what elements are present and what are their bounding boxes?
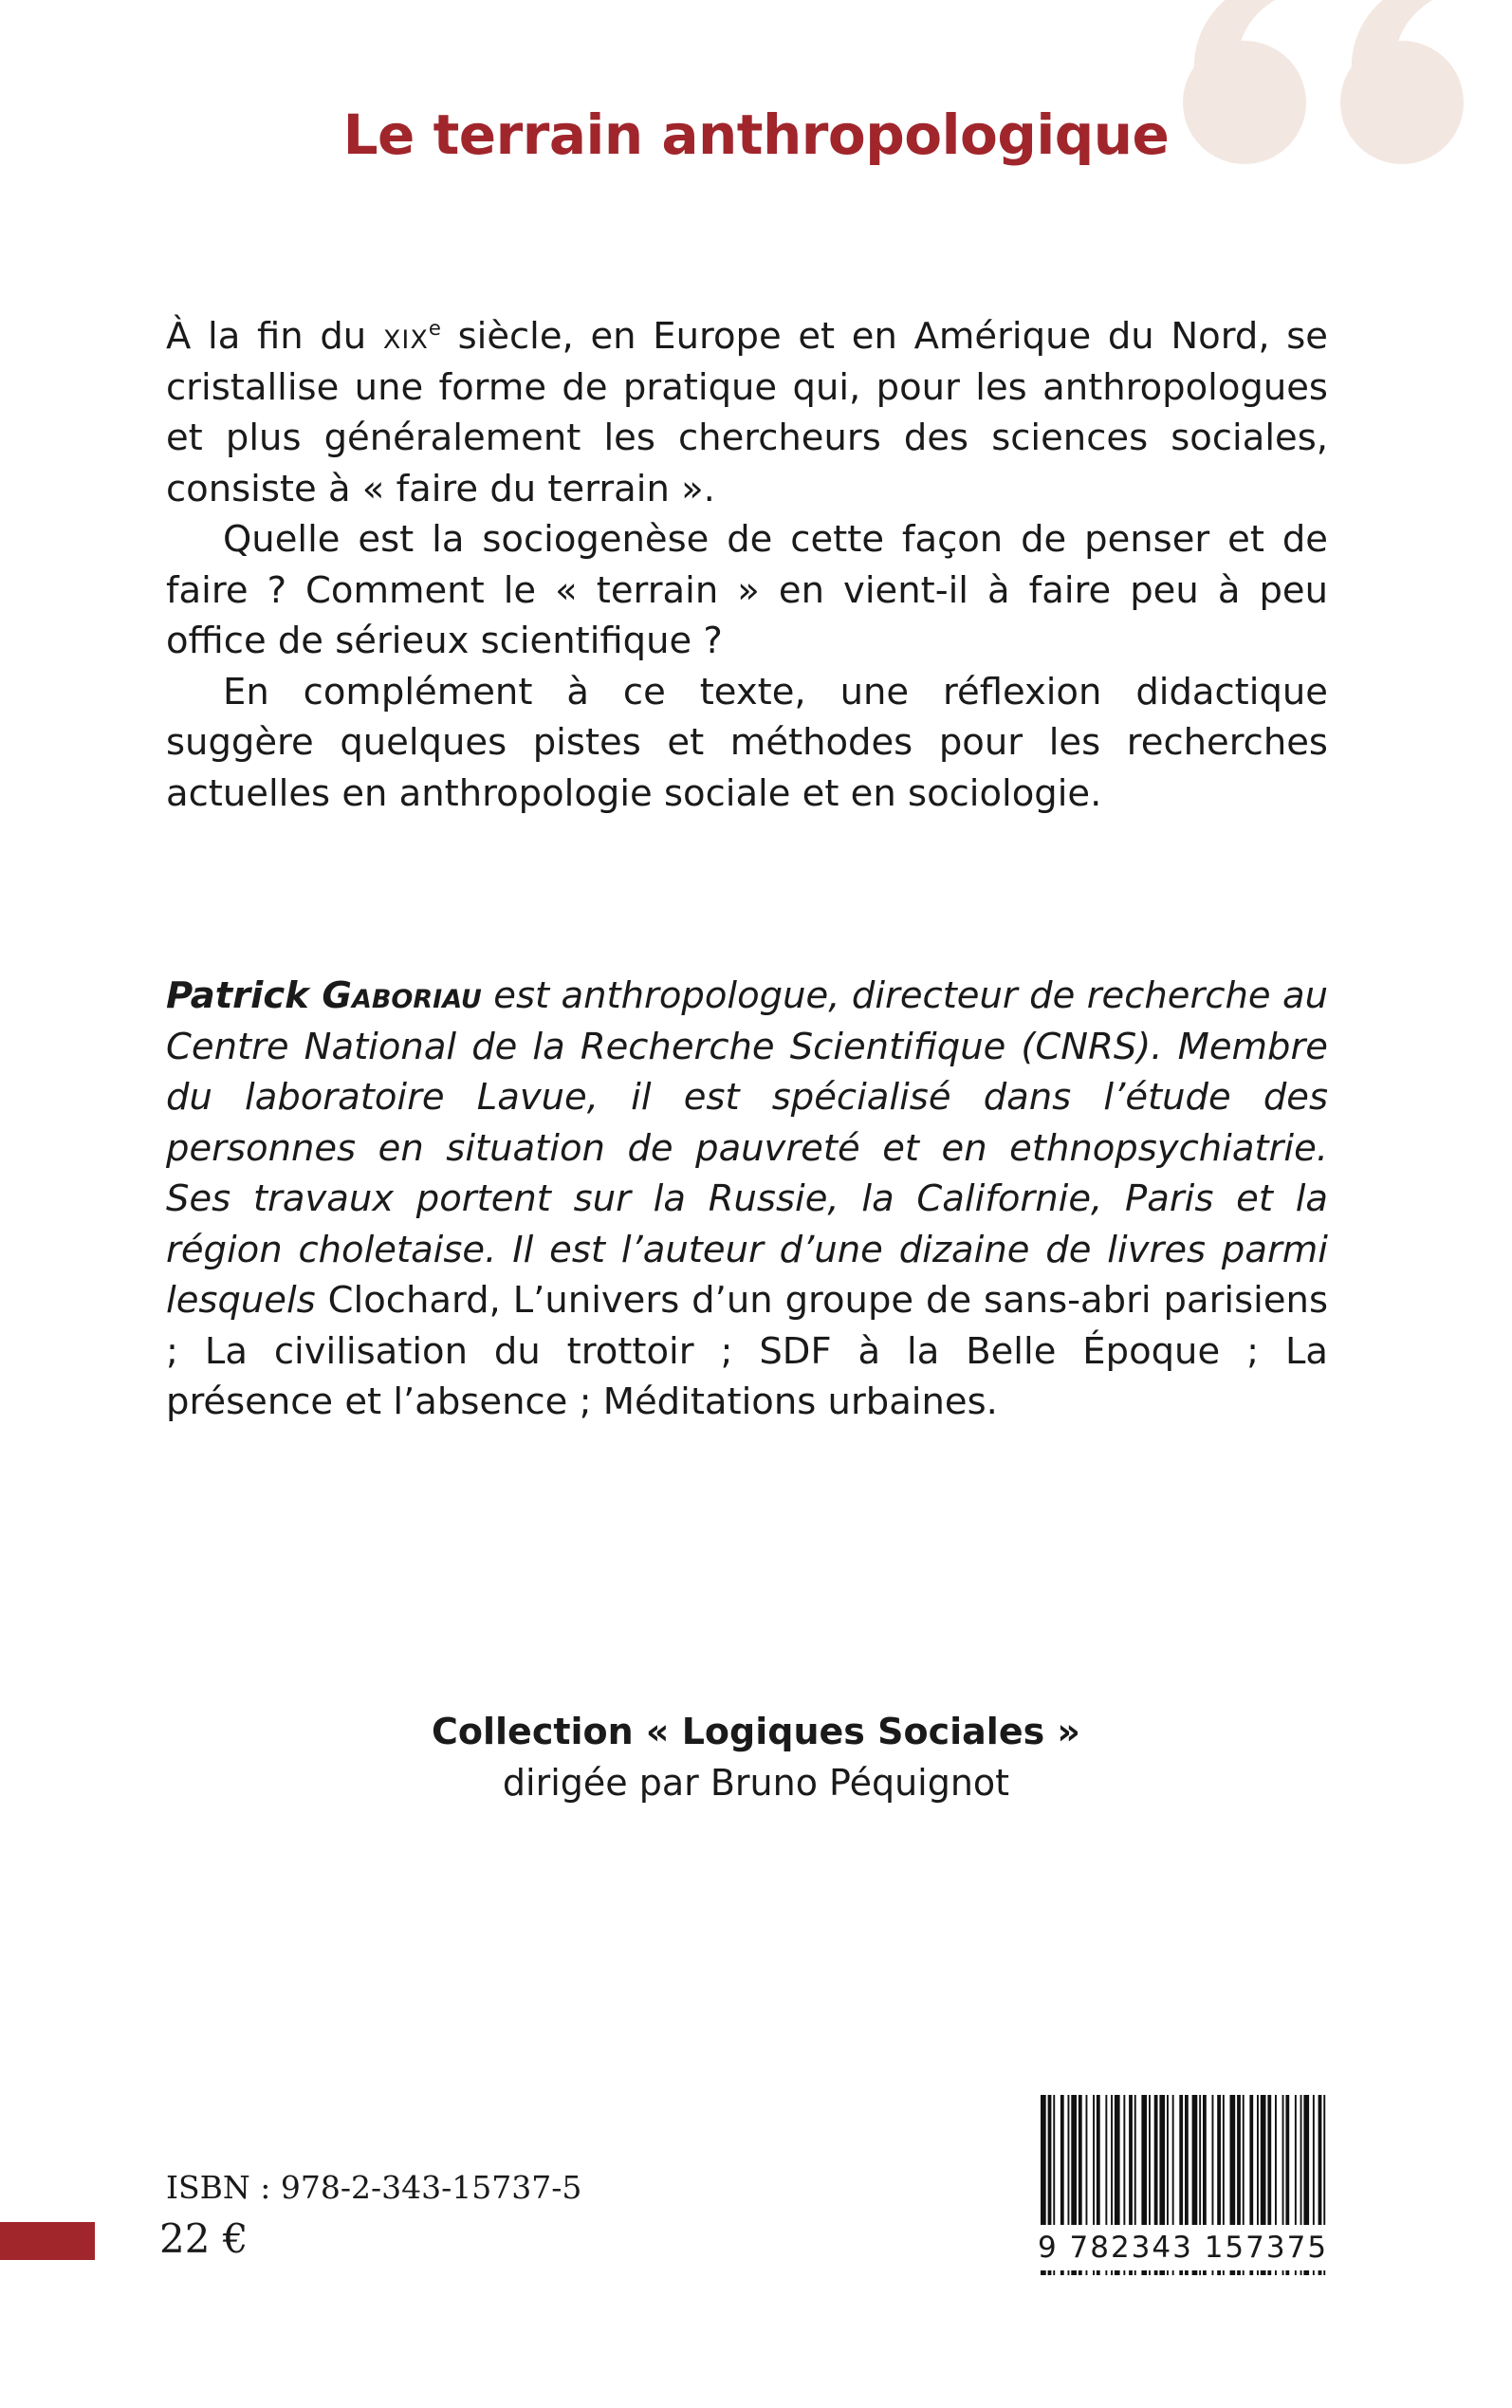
collection-name: Collection « Logiques Sociales »: [432, 1711, 1080, 1752]
isbn: ISBN : 978-2-343-15737-5: [166, 2169, 582, 2206]
price: 22 €: [159, 2215, 249, 2262]
accent-bar: [0, 2222, 95, 2260]
barcode-digits: 9 782343 157375: [1037, 2225, 1329, 2270]
blurb-paragraph-3: En complément à ce texte, une réflexion didactique suggère quelques pistes et méthodes pour les recherches actuelles en anthropologie sociale et en sociologie.: [166, 670, 1328, 815]
author-bio-text: est anthropologue, directeur de recherche au Centre National de la Recherche Scientifique (CNRS). Membre du laboratoire Lavue, il est spécialisé dans l’étude des personnes en situation de pauvreté et en ethnopsychiatrie. Ses travaux portent sur la Russie, la Californie, Paris et la région choletaise. Il est l’auteur d’une dizaine de livres parmi lesquels: [166, 974, 1329, 1322]
century-numeral: xix: [382, 315, 429, 358]
book-blurb: [166, 311, 1328, 819]
collection-info: [0, 1706, 1512, 1808]
blurb-paragraph-1: À la fin du xix$^e$ siècle, en Europe et en Amérique du Nord, se cristallise une forme de pratique qui, pour les anthropologues et plus généralement les chercheurs des sciences sociales, consiste à « faire du terrain ».: [166, 315, 1328, 510]
author-bio: [166, 971, 1328, 1428]
collection-director: dirigée par Bruno Péquignot: [502, 1762, 1010, 1804]
author-books: Clochard, L’univers d’un groupe de sans-abri parisiens ; La civilisation du trottoir ; SDF à la Belle Époque ; La présence et l’absence ; Méditations urbaines.: [166, 1279, 1328, 1423]
blurb-paragraph-2: Quelle est la sociogenèse de cette façon de penser et de faire ? Comment le « terrain » en vient-il à faire peu à peu office de sérieux scientifique ?: [166, 518, 1328, 662]
author-name: Patrick Gaboriau: [166, 974, 482, 1017]
book-title: Le terrain anthropologique: [342, 102, 1170, 167]
century-superscript: e: [428, 316, 441, 341]
